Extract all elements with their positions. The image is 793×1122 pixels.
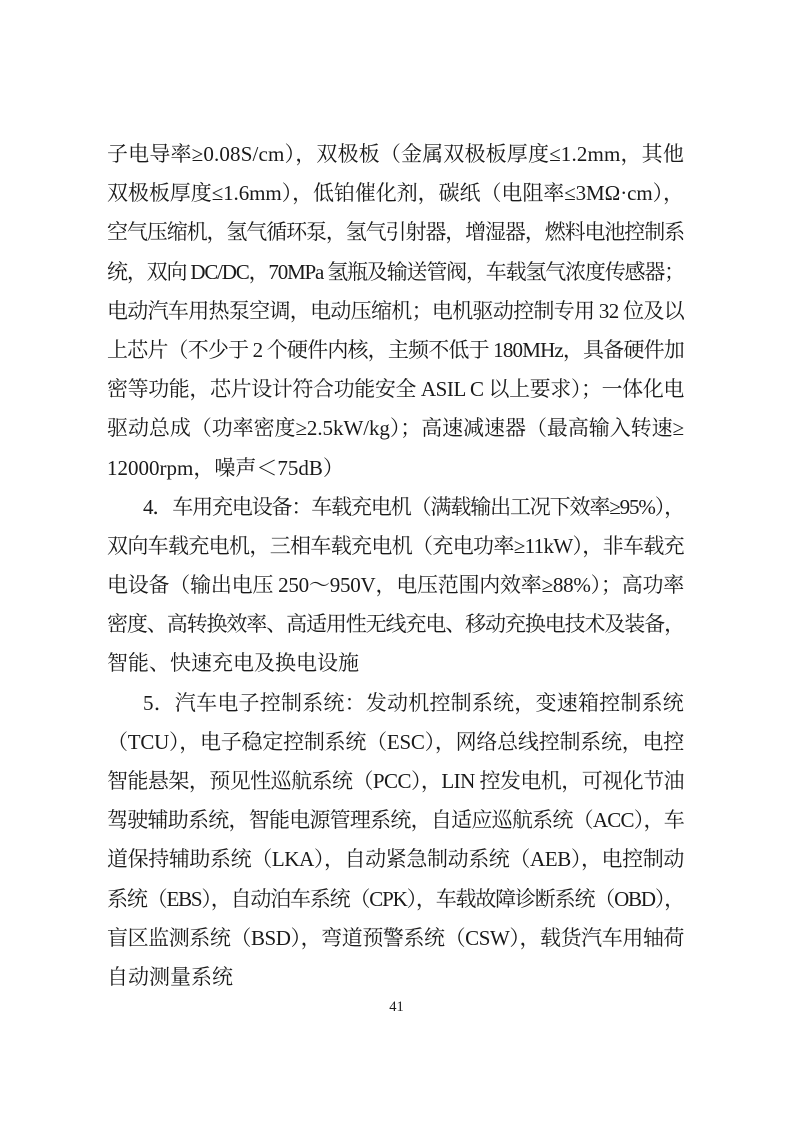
text-line-content: 5．汽车电子控制系统：发动机控制系统，变速箱控制系统 [143, 690, 684, 715]
text-line [107, 840, 684, 879]
document-body [107, 135, 684, 997]
text-line [107, 919, 684, 958]
text-line-content: 上芯片（不少于 2 个硬件内核，主频不低于 180MHz，具备硬件加 [107, 337, 684, 362]
text-line [107, 801, 684, 840]
text-line-content: 智能、快速充电及换电设施 [107, 651, 359, 676]
text-line [107, 644, 684, 683]
text-line-content: 4．车用充电设备：车载充电机（满载输出工况下效率≥95%）， [143, 494, 684, 519]
text-line [107, 292, 684, 331]
text-line-content: 双向车载充电机，三相车载充电机（充电功率≥11kW），非车载充 [107, 533, 684, 558]
text-line-content: 密度、高转换效率、高适用性无线充电、移动充换电技术及装备， [107, 612, 684, 637]
text-line [107, 880, 684, 919]
text-line [107, 213, 684, 252]
text-line-content: 电设备（输出电压 250～950V，电压范围内效率≥88%）；高功率 [107, 573, 684, 598]
text-line-content: 系统（EBS），自动泊车系统（CPK），车载故障诊断系统（OBD）， [107, 886, 684, 911]
text-line-content: 空气压缩机，氢气循环泵，氢气引射器，增湿器，燃料电池控制系 [107, 220, 684, 245]
text-line-content: （TCU），电子稳定控制系统（ESC），网络总线控制系统，电控 [107, 729, 684, 754]
text-line [107, 449, 684, 488]
text-line [107, 566, 684, 605]
text-line [107, 684, 684, 723]
text-line-content: 驾驶辅助系统，智能电源管理系统，自适应巡航系统（ACC），车 [107, 808, 684, 833]
text-line [107, 762, 684, 801]
text-line-content: 子电导率≥0.08S/cm），双极板（金属双极板厚度≤1.2mm，其他 [107, 142, 684, 166]
text-line [107, 253, 684, 292]
text-line [107, 723, 684, 762]
text-line [107, 135, 684, 174]
text-line-content: 驱动总成（功率密度≥2.5kW/kg）；高速减速器（最高输入转速≥ [107, 416, 684, 441]
text-line-content: 双极板厚度≤1.6mm），低铂催化剂，碳纸（电阻率≤3MΩ·cm）， [107, 181, 684, 206]
text-line-content: 密等功能，芯片设计符合功能安全 ASIL C 以上要求）；一体化电 [107, 377, 684, 402]
text-line [107, 409, 684, 448]
text-line [107, 174, 684, 213]
text-line [107, 370, 684, 409]
text-line-content: 电动汽车用热泵空调，电动压缩机；电机驱动控制专用 32 位及以 [107, 298, 684, 323]
page-number: 41 [389, 999, 404, 1015]
text-line [107, 527, 684, 566]
text-line [107, 331, 684, 370]
text-line [107, 605, 684, 644]
text-line [107, 958, 684, 997]
text-line-content: 统，双向 DC/DC，70MPa 氢瓶及输送管阀，车载氢气浓度传感器； [107, 259, 684, 284]
text-line-content: 自动测量系统 [107, 964, 233, 989]
text-line-content: 12000rpm，噪声＜75dB） [107, 455, 344, 480]
text-line-content: 盲区监测系统（BSD），弯道预警系统（CSW），载货汽车用轴荷 [107, 925, 684, 950]
text-line-content: 道保持辅助系统（LKA），自动紧急制动系统（AEB），电控制动 [107, 847, 684, 872]
text-line-content: 智能悬架，预见性巡航系统（PCC），LIN 控发电机，可视化节油 [107, 769, 684, 793]
text-line [107, 488, 684, 527]
